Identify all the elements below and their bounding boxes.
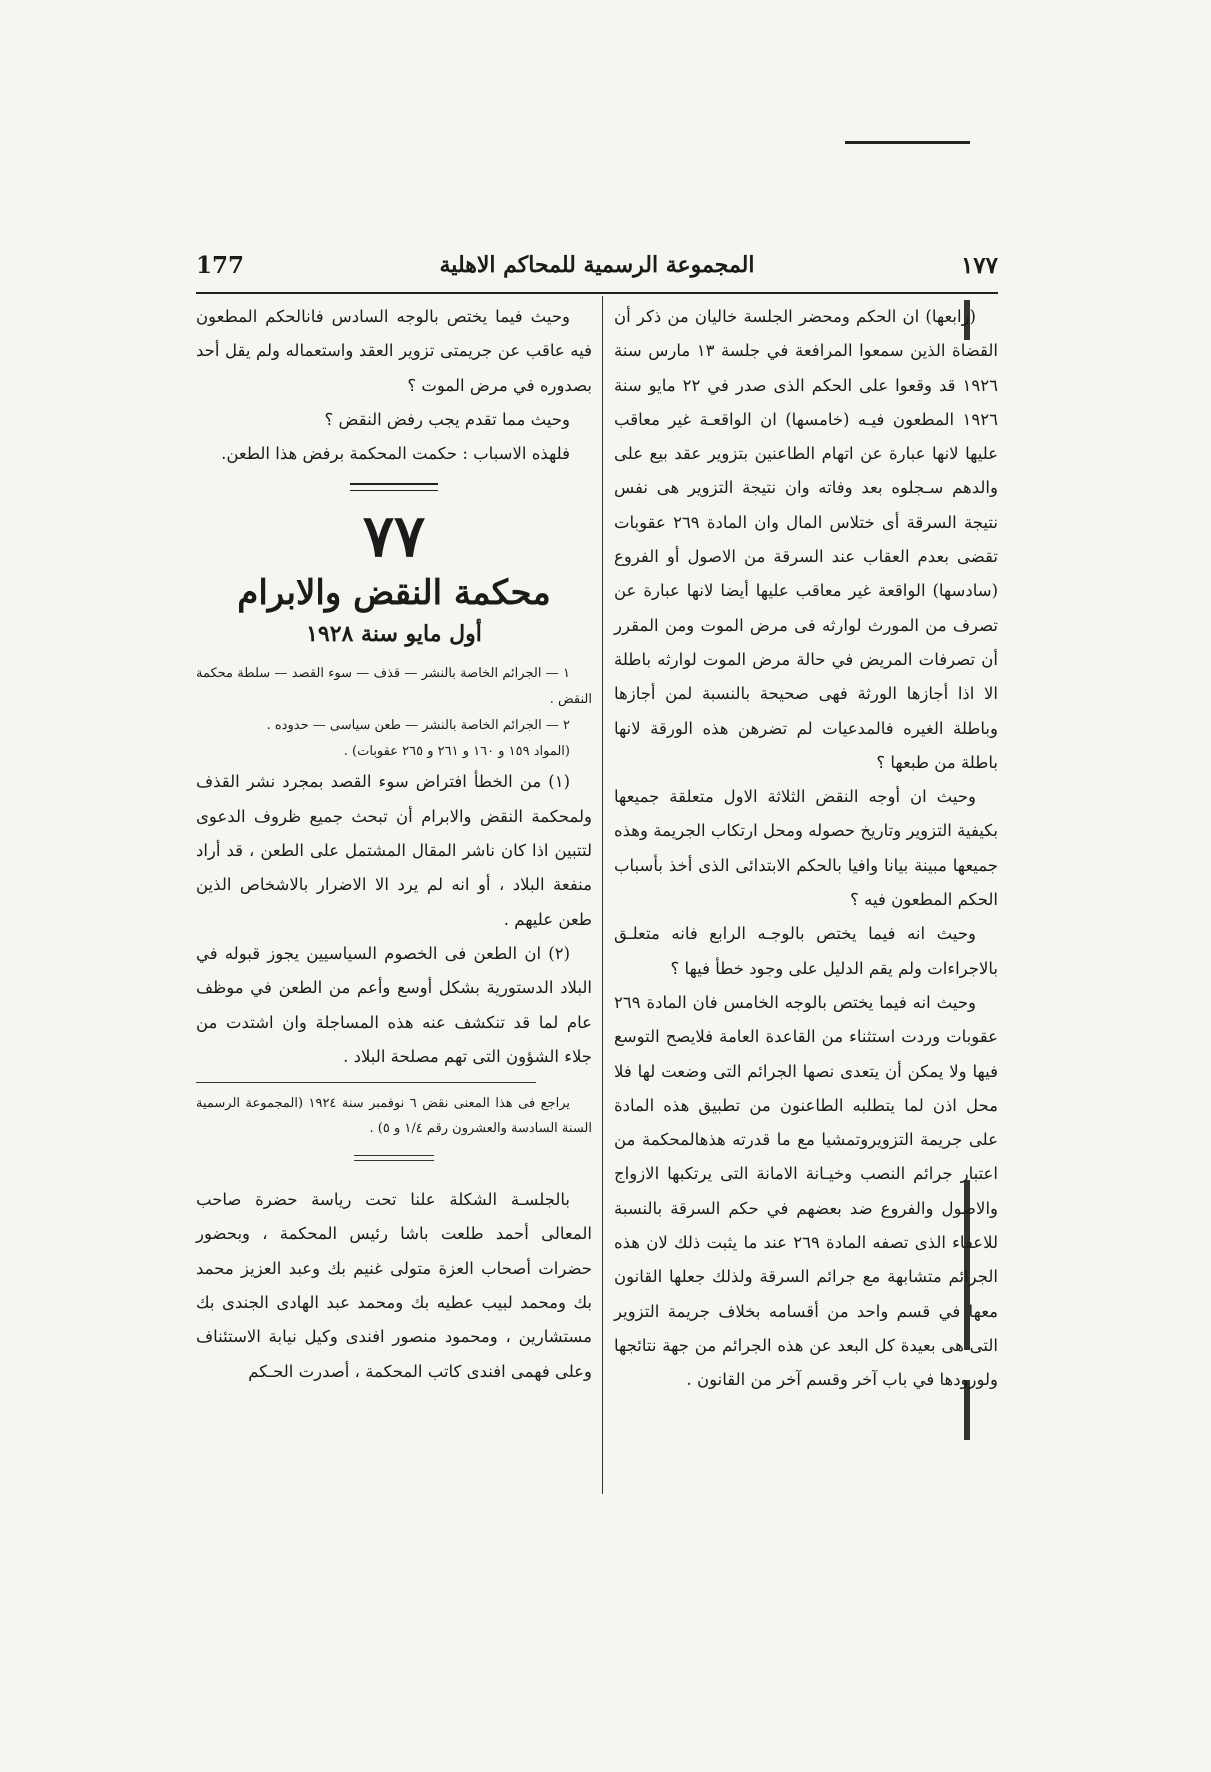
paragraph: وحيث فيما يختص بالوجه السادس فانالحكم المطعون فيه عاقب عن جريمتى تزوير العقد واستعماله ولم يقل أحد بصدوره في مرض الموت ؟	[196, 307, 592, 395]
column-divider	[602, 296, 603, 1494]
reference-note: يراجع فى هذا المعنى نقض ٦ نوفمبر سنة ١٩٢٤ (المجموعة الرسمية السنة السادسة والعشرون رقم ١/٤ و ٥) .	[196, 1096, 592, 1137]
hearing-paragraph: بالجلسـة الشكلة علنا تحت رياسة حضرة صاحب المعالى أحمد طلعت باشا رئيس المحكمة ، وبحضور حضرات أصحاب العزة متولى غنيم بك وعبد العزيز محمد بك ومحمد لبيب عطيه بك ومحمد عبد الهادى الجندى بك مستشارين ، ومحمود منصور افندى وكيل نيابة الاستئناف وعلى فهمى افندى كاتب المحكمة ، أصدرت الحـكم	[196, 1190, 592, 1381]
case-number: ٧٧	[362, 502, 426, 571]
keyword-line: ٢ — الجرائم الخاصة بالنشر — طعن سياسى — حدوده .	[266, 718, 570, 734]
section-rule	[354, 1155, 434, 1161]
paragraph: وحيث مما تقدم يجب رفض النقض ؟	[324, 409, 570, 429]
right-column	[614, 300, 998, 1398]
paragraph: (رابعها) ان الحكم ومحضر الجلسة خاليان من ذكر أن القضاة الذين سمعوا المرافعة في جلسة ١٣ مارس سنة ١٩٢٦ قد وقعوا على الحكم الذى صدر في ٢٢ مايو سنة ١٩٢٦ المطعون فيـه (خامسها) ان الواقعـة غير معاقب عليها لانها عبارة عن اتهام الطاعنين بتزوير عقد بيع على والدهم سـجلوه بعد وفاته وان نتيجة التزوير هى نفس نتيجة السرقة أى ختلاس المال وان المادة ٢٦٩ عقوبات تقضى بعدم العقاب عند السرقة من الاصول أو الفروع (سادسها) الواقعة غير معاقب عليها أيضا لانها عبارة عن تصرف من المورث لوارثه فى مرض الموت ومن المقرر أن تصرفات المريض في حالة مرض الموت لوارثه باطلة الا اذا أجازها الورثة فهى صحيحة بالنسبة لمن أجازها وباطلة الغيره فالمدعيات لم تضرهن هذه الورقة لانها باطلة من طبعها ؟	[614, 307, 998, 772]
summary-point: (١) من الخطأ افتراض سوء القصد بمجرد نشر القذف ولمحكمة النقض والابرام أن تبحث جميع ظروف الدعوى لتتبين اذا كان ناشر المقال المشتمل على الطعن ، قد أراد منفعة البلاد ، أو انه لم يرد الا الاضرار بالاشخاص الذين طعن عليهم .	[196, 772, 592, 929]
paragraph: وحيث انه فيما يختص بالوجـه الرابع فانه متعلـق بالاجراءات ولم يقم الدليل على وجود خطأ فيها ؟	[614, 924, 998, 978]
section-rule	[350, 483, 438, 491]
footnote-rule	[196, 1082, 536, 1083]
summary-point: (٢) ان الطعن فى الخصوم السياسيين يجوز قبوله في البلاد الدستورية بشكل أوسع وأعم من الطعن في موظف عام لما قد تنكشف عنه هذه المساجلة وان اشتدت من جلاء الشؤون التى تهم مصلحة البلاد .	[196, 943, 592, 1066]
court-name: محكمة النقض والابرام	[237, 573, 551, 614]
running-title: المجموعة الرسمية للمحاكم الاهلية	[439, 252, 755, 278]
keyword-line: ١ — الجرائم الخاصة بالنشر — قذف — سوء القصد — سلطة محكمة النقض .	[196, 666, 592, 708]
paragraph: وحيث ان أوجه النقض الثلاثة الاول متعلقة جميعها بكيفية التزوير وتاريخ حصوله ومحل ارتكاب الجريمة وهذه جميعها مبينة بيانا وافيا بالحكم الابتدائى الذى أخذ بأسباب الحكم المطعون فيه ؟	[614, 787, 998, 910]
paragraph: فلهذه الاسباب : حكمت المحكمة برفض هذا الطعن.	[221, 444, 570, 464]
top-edge-mark	[845, 141, 970, 144]
case-date: أول مايو سنة ١٩٢٨	[306, 621, 482, 648]
page-number-latin: 177	[196, 252, 245, 279]
page-header	[196, 252, 998, 292]
paragraph: وحيث انه فيما يختص بالوجه الخامس فان المادة ٢٦٩ عقوبات وردت استثناء من القاعدة العامة فلايصح التوسع فيها ولا يمكن أن يتعدى نصها الجرائم التى وضعت لها فلا محل اذن لما يتطلبه الطاعنون من تطبيق هذه المادة على جريمة التزويروتمشيا مع ما قدرته هذهالمحكمة من اعتبار جرائم النصب وخيـانة الامانة التى يرتكبها الازواج والاصول والفروع ضد بعضهم في حكم السرقة بالنسبة للاعفاء الذى تصفه المادة ٢٦٩ عند ما يثبت ذلك لان هذه الجرائم متشابهة مع جرائم السرقة ولذلك جعلها القانون معها في قسم واحد من أقسامه بخلاف جريمة التزوير التى هى بعيدة كل البعد عن هذه الجرائم من جهة نتائجها ولورودها في باب آخر وقسم آخر من القانون .	[614, 992, 999, 1390]
keyword-line: (المواد ١٥٩ و ١٦٠ و ٢٦١ و ٢٦٥ عقوبات) .	[343, 744, 570, 760]
left-column	[196, 300, 592, 1389]
page-number-arabic: ١٧٧	[960, 252, 998, 279]
header-rule	[196, 292, 998, 294]
